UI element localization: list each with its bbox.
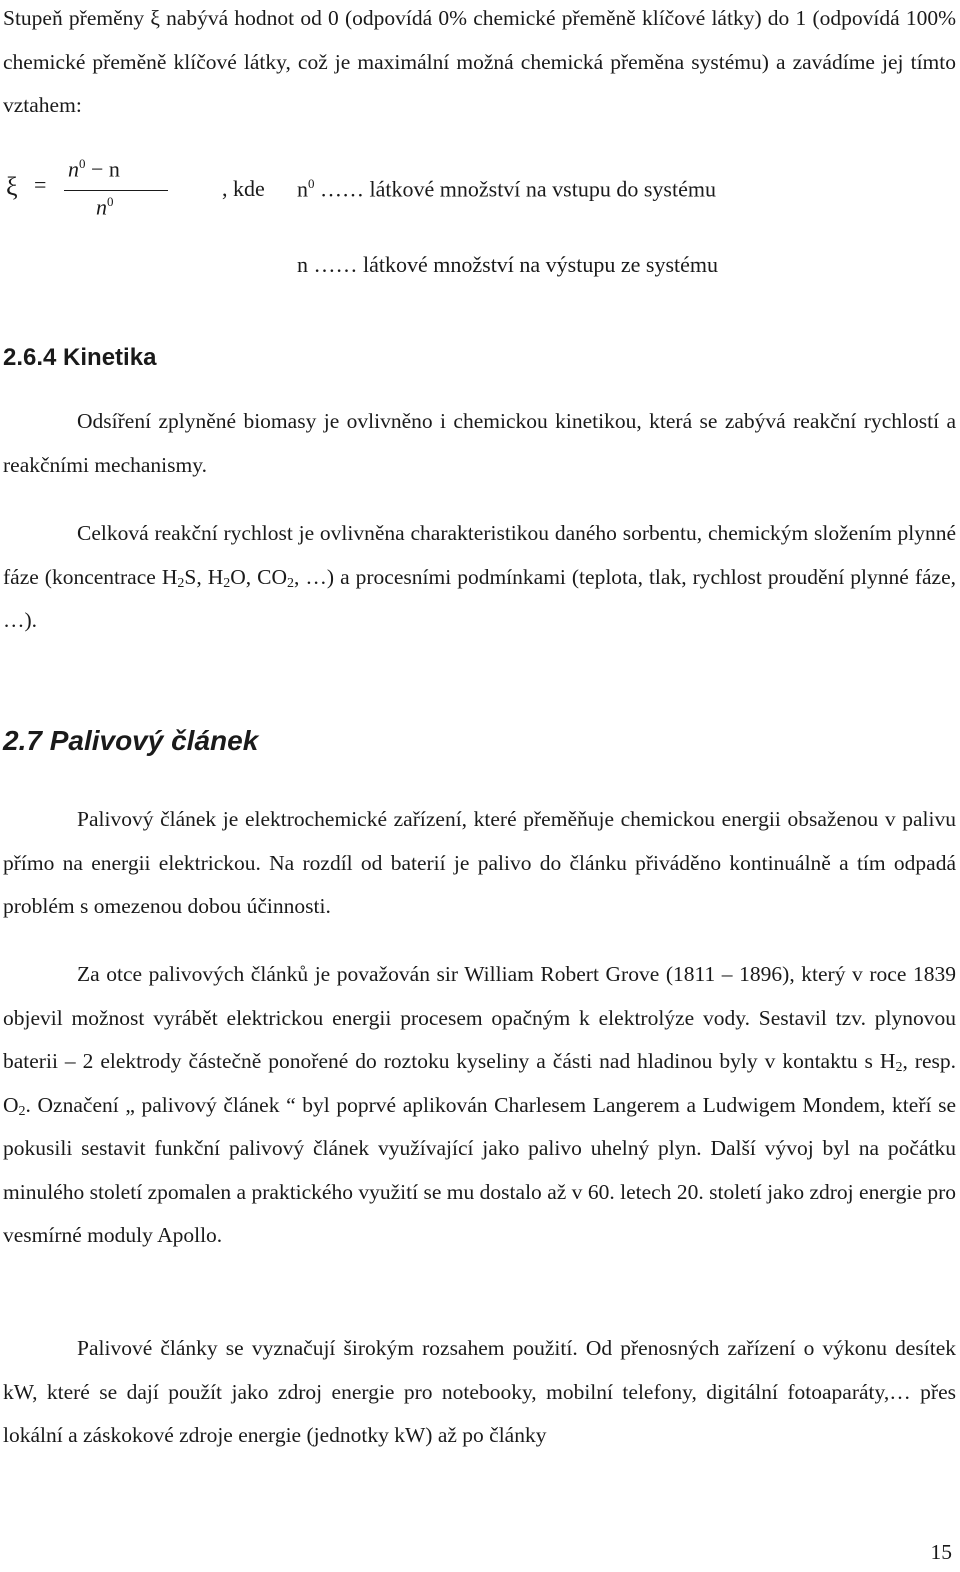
formula-numerator: $n^0 - n$: [68, 156, 120, 182]
conversion-formula: [0, 150, 960, 300]
formula-symbol: ξ: [6, 172, 18, 201]
intro-paragraph: Stupeň přeměny ξ nabývá hodnot od 0 (odpovídá 0% chemické přeměně klíčové látky) do 1 (odpovídá 100% chemické přeměně klíčové látky, což je maximální možná chemická přeměna systému) a zavádíme jej tímto vztahem:: [3, 6, 956, 117]
formula-equals: =: [34, 172, 47, 197]
section-heading-kinetika: 2.6.4 Kinetika: [3, 344, 157, 371]
section-heading-palivovy-clanek: 2.7 Palivový článek: [3, 725, 259, 756]
formula-denominator: $n^0$: [96, 194, 114, 220]
page-number: 15: [930, 1540, 952, 1564]
fraction-bar: [64, 190, 168, 191]
formula-kde: , kde: [222, 176, 265, 201]
palivovy-paragraph-1: Palivový článek je elektrochemické zařízení, které přeměňuje chemickou energii obsaženou v palivu přímo na energii elektrickou. Na rozdíl od baterií je palivo do článku přiváděno kontinuálně a tím odpadá problém s omezenou dobou účinnosti.: [3, 807, 956, 918]
palivovy-paragraph-3: Palivové články se vyznačují širokým rozsahem použití. Od přenosných zařízení o výkonu desítek kW, které se dají použít jako zdroj energie pro notebooky, mobilní telefony, digitální fotoaparáty,… přes lokální a záskokové zdroje energie (jednotky kW) až po články: [3, 1336, 956, 1447]
formula-definition-output: n …… látkové množství na výstupu ze systému: [297, 252, 718, 277]
kinetika-paragraph-2: Celková reakční rychlost je ovlivněna charakteristikou daného sorbentu, chemickým složením plynné fáze (koncentrace $H_2S$, $H_2O$, $CO_2$, …) a procesními podmínkami (teplota, tlak, rychlost proudění plynné fáze, …).: [3, 521, 956, 632]
palivovy-paragraph-2: Za otce palivových článků je považován sir William Robert Grove (1811 – 1896), který v roce 1839 objevil možnost vyrábět elektrickou energii procesem opačným k elektrolýze vody. Sestavil tzv. plynovou baterii – 2 elektrody částečně ponořené do roztoku kyseliny a části nad hladinou byly v kontaktu s $H_2$, resp. $O_2$. Označení „ palivový článek “ byl poprvé aplikován Charlesem Langerem a Ludwigem Mondem, kteří se pokusili sestavit funkční palivový článek využívající jako palivo uhelný plyn. Další vývoj byl na počátku minulého století zpomalen a praktického využití se mu dostalo až v 60. letech 20. století jako zdroj energie pro vesmírné moduly Apollo.: [3, 962, 956, 1247]
formula-definition-input: $n^0$ …… látkové množství na vstupu do systému: [297, 176, 716, 202]
kinetika-paragraph-1: Odsíření zplyněné biomasy je ovlivněno i chemickou kinetikou, která se zabývá reakční rychlostí a reakčními mechanismy.: [3, 409, 956, 477]
